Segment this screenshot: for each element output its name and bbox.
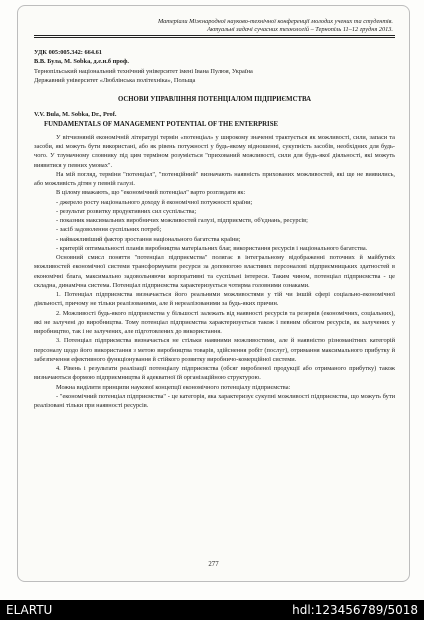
- authors-ua: В.В. Була, M. Sobka, д.е.н.б проф.: [34, 58, 129, 66]
- numbered-item: 2. Можливості будь-якого підприємства у більшості залежать від наявності ресурсів та резервів (економічних, соціальних), які не залучені до виробництва. Тому потенціал підприємства характеризується також і певним обсягом ресурсів, як залучених у виробництво, так і не залучених, але підготовлених до використання.: [34, 309, 395, 335]
- header-rule-2: [34, 37, 395, 38]
- list-item: - найважливіший фактор зростання національного багатства країни;: [56, 235, 241, 243]
- running-header-line-2: Актуальні задачі сучасних технологій – Тернопіль 11–12 грудня 2013.: [207, 26, 393, 33]
- list-item: - показник максимальних виробничих можливостей галузі, підприємств, об'єднань, ресурсів;: [56, 217, 308, 224]
- udc-code: УДК 005:005.342: 664.61: [34, 49, 102, 56]
- list-item: - "економічний потенціал підприємства" - це категорія, яка характеризує сукупні можливості підприємства, що можуть бути реалізовані тільки при наявності ресурсів.: [34, 392, 395, 409]
- affiliation-2: Державний університет «Люблінська політехніка», Польща: [34, 76, 196, 84]
- repository-name: ELARTU: [6, 603, 53, 617]
- header-rule: [34, 35, 395, 36]
- list-item: - критерій оптимальності планів виробництва матеріальних благ, використання ресурсів і національного багатства.: [56, 244, 368, 252]
- title-en: FUNDAMENTALS OF MANAGEMENT POTENTIAL OF THE ENTERPRISE: [44, 120, 279, 128]
- article-body: [34, 48, 395, 410]
- title-ua: ОСНОВИ УПРАВЛІННЯ ПОТЕНЦІАЛОМ ПІДПРИЄМСТВА: [117, 96, 312, 103]
- numbered-item: 4. Рівень і результати реалізації потенціалу підприємства (обсяг виробленої продукції або отриманого прибутку) також визначаються формою підприємництва й адекватної їй організаційною структурою.: [34, 365, 395, 382]
- paragraph: У вітчизняній економічній літературі термін «потенціал» у широкому значенні трактується як можливості, сили, запаси та засоби, які можуть бути використані, або як рівень потужності у будь-якому відношенні, сукупність засобів, необхідних для будь-чого. У тлумачному словнику під цим терміном розуміється "прихований можливості, сили для будь-якої діяльності, які можуть виявитися у певних умовах".: [34, 133, 395, 169]
- paragraph: В цілому вважають, що "економічний потенціал" варто розглядати як:: [56, 189, 246, 197]
- paragraph: На мій погляд, терміни "потенціал", "потенційний" визначають наявність прихованих можливостей, які ще не виявились, або можливість дітян у певній галузі.: [34, 170, 395, 187]
- repository-footer-bar: [0, 600, 424, 620]
- numbered-item: 3. Потенціал підприємства визначається не стільки наявними можливостями, але й наявністю різноманітних категорій персоналу щодо його використання з метою виробництва товарів, здійснення робіт (послуг), отримання максимального прибутку й забезпечення ефективного функціонування й стійкого розвитку виробничо-комерційної системи.: [34, 337, 395, 363]
- list-item: - засіб задоволення суспільних потреб;: [56, 226, 162, 234]
- page-number: 277: [208, 561, 219, 568]
- paragraph: Основний смисл поняття "потенціал підприємства" полягає в інтегральному відображенні поточних й майбутніх можливостей економічної системи трансформувати ресурси за допомогою властивих персоналові підприємницьких здатностей в економічні блага, максимально задовольняючи корпоративні та суспільні інтереси. Таким чином, потенціал підприємства - це складна, динамічна система. Потенціал підприємства характеризується чотирма головними ознаками.: [34, 254, 395, 289]
- list-item: - результат розвитку продуктивних сил суспільства;: [56, 207, 197, 215]
- paper-page: [17, 5, 410, 582]
- paragraph: Можна виділити принципи наукової концепції економічного потенціалу підприємства:: [56, 383, 291, 391]
- list-item: - джерело росту національного доходу й економічної потужності країни;: [56, 198, 253, 206]
- running-header-line-1: Матеріали Міжнародної науково-технічної конференції молодих учених та студентів.: [157, 18, 393, 25]
- affiliation-1: Тернопільський національний технічний університет імені Івана Пулюя, Україна: [34, 67, 253, 75]
- handle-identifier[interactable]: hdl:123456789/5018: [292, 603, 418, 617]
- numbered-item: 1. Потенціал підприємства визначається його реальними можливостями у тій чи іншій сфері соціально-економічної діяльності, причому не тільки реалізованими, але й нереалізованими за будь-яких причин.: [34, 291, 395, 308]
- authors-en: V.V. Bula, M. Sobka, Dr., Prof.: [34, 111, 117, 119]
